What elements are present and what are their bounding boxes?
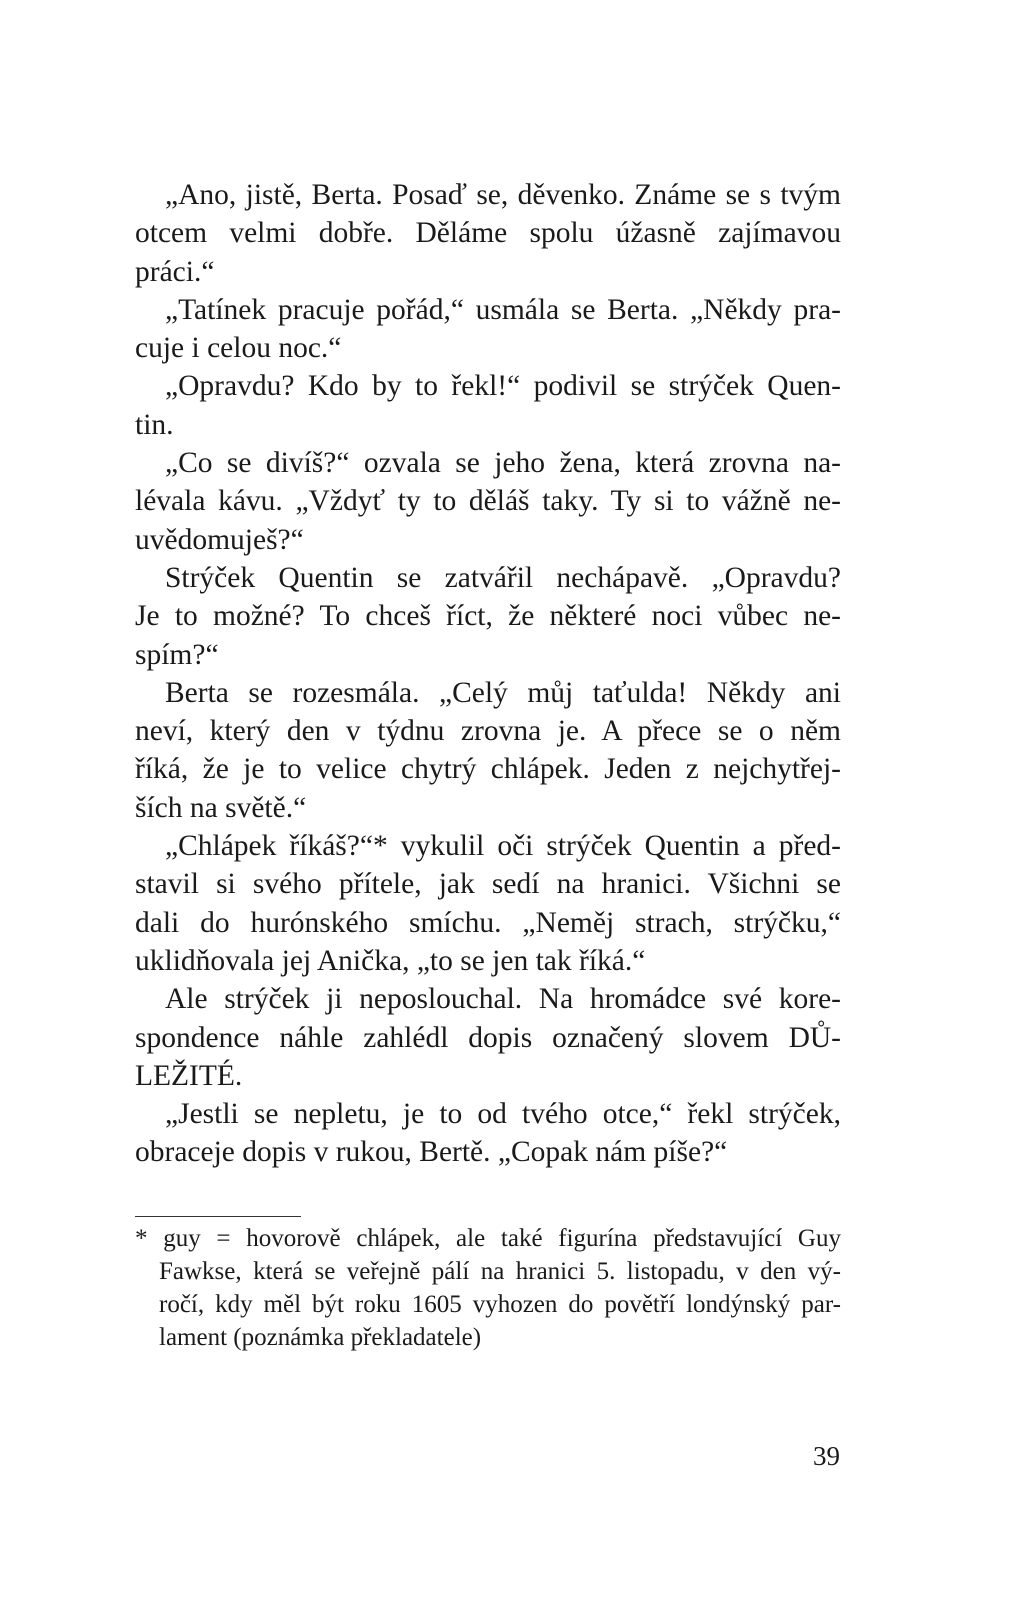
text-line: ších na světě.“ [135,791,307,824]
footnote-line: lament (poznámka překladatele) [159,1324,482,1351]
text-line: spondence náhle zahlédl dopis označený slovem DŮ- [135,1021,841,1054]
text-line: Ale strýček ji neposlouchal. Na hromádce své kore- [165,983,841,1016]
footnote-line: Fawkse, která se veřejně pálí na hranici 5. listopadu, v den vý- [159,1258,841,1285]
text-line: „Co se divíš?“ ozvala se jeho žena, která zrovna na- [165,447,841,480]
text-line: uvědomuješ?“ [135,523,304,556]
text-line: dali do hurónského smíchu. „Neměj strach, strýčku,“ [135,906,841,939]
body-text [135,176,841,1172]
text-line: stavil si svého přítele, jak sedí na hranici. Všichni se [135,868,841,901]
text-line: obraceje dopis v rukou, Bertě. „Copak nám píše?“ [135,1136,728,1169]
text-line: říká, že je to velice chytrý chlápek. Jeden z nejchytřej- [135,753,841,786]
page-number: 39 [813,1441,840,1471]
text-line: spím?“ [135,638,219,671]
footnote-divider [135,1216,301,1217]
text-line: „Opravdu? Kdo by to řekl!“ podivil se strýček Quen- [165,370,841,403]
text-line: LEŽITÉ. [135,1059,243,1092]
footnote-line: ročí, kdy měl být roku 1605 vyhozen do povětří londýnský par- [159,1291,841,1318]
text-line: „Tatínek pracuje pořád,“ usmála se Berta. „Někdy pra- [165,293,841,326]
footnote [135,1222,841,1354]
text-line: Strýček Quentin se zatvářil nechápavě. „Opravdu? [165,561,841,594]
text-line: cuje i celou noc.“ [135,332,342,365]
text-line: otcem velmi dobře. Děláme spolu úžasně zajímavou [135,217,841,250]
text-line: Je to možné? To chceš říct, že některé noci vůbec ne- [135,600,841,633]
text-line: neví, který den v týdnu zrovna je. A přece se o něm [135,715,841,748]
text-line: Berta se rozesmála. „Celý můj taťulda! Někdy ani [165,676,841,709]
text-line: uklidňovala jej Anička, „to se jen tak říká.“ [135,944,646,977]
text-line: práci.“ [135,255,215,288]
text-line: tin. [135,408,174,441]
footnote-line: * guy = hovorově chlápek, ale také figurína představující Guy [135,1225,841,1252]
text-line: „Chlápek říkáš?“* vykulil oči strýček Quentin a před- [165,830,841,863]
text-line: „Ano, jistě, Berta. Posaď se, děvenko. Známe se s tvým [165,179,841,211]
text-line: „Jestli se nepletu, je to od tvého otce,“ řekl strýček, [165,1098,841,1131]
text-line: lévala kávu. „Vždyť ty to děláš taky. Ty si to vážně ne- [135,485,841,518]
